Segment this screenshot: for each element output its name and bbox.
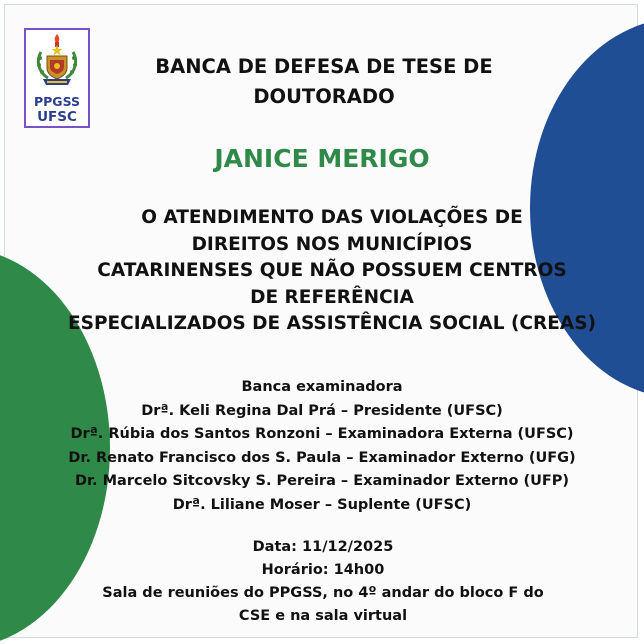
thesis-title (60, 205, 604, 338)
event-place: CSE e na sala virtual (238, 608, 408, 624)
board-member: Drª. Rúbia dos Santos Ronzoni – Examinadora Externa (UFSC) (70, 426, 574, 442)
thesis-title-line: CATARINENSES QUE NÃO POSSUEM CENTROS (97, 260, 567, 281)
thesis-title-line: ESPECIALIZADOS DE ASSISTÊNCIA SOCIAL (CREAS) (68, 313, 596, 334)
logo-text-ppgss: PPGSS (33, 94, 81, 109)
candidate-name: JANICE MERIGO (214, 144, 430, 173)
event-date: Data: 11/12/2025 (252, 539, 394, 555)
board-member: Drª. Keli Regina Dal Prá – Presidente (UFSC) (141, 402, 503, 419)
thesis-title-line: DIREITOS NOS MUNICÍPIOS (191, 233, 473, 255)
event-info (90, 536, 556, 628)
board-member: Dr. Marcelo Sitcovsky S. Pereira – Examinador Externo (UFP) (74, 473, 570, 489)
poster-heading (140, 52, 508, 112)
heading-line: BANCA DE DEFESA DE TESE DE (155, 55, 493, 78)
board-member: Dr. Renato Francisco dos S. Paula – Examinador Externo (UFG) (68, 449, 576, 466)
event-place: Sala de reuniões do PPGSS, no 4º andar do bloco F do (102, 585, 544, 601)
board-member: Drª. Liliane Moser – Suplente (UFSC) (172, 496, 472, 513)
board-label: Banca examinadora (241, 379, 403, 395)
examination-board (40, 376, 604, 517)
heading-line: DOUTORADO (253, 85, 395, 108)
ppgss-ufsc-logo (24, 28, 90, 128)
coat-of-arms-icon (26, 30, 88, 94)
thesis-title-line: DE REFERÊNCIA (250, 286, 414, 308)
logo-text-ufsc: UFSC (37, 109, 77, 125)
thesis-title-line: O ATENDIMENTO DAS VIOLAÇÕES DE (141, 207, 523, 228)
event-time: Horário: 14h00 (261, 562, 385, 578)
